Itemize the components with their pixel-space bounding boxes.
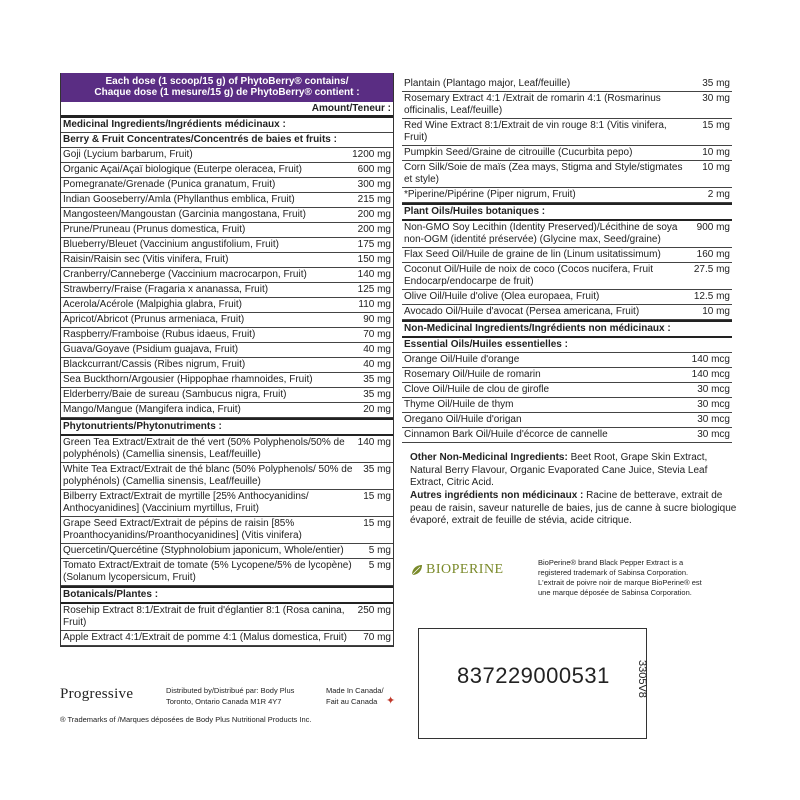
botanicals-heading: Botanicals/Plantes : [61, 586, 393, 604]
ingredient-amount: 70 mg [363, 632, 391, 643]
barcode-box [418, 628, 647, 739]
ingredient-name: Apricot/Abricot (Prunus armeniaca, Fruit) [63, 314, 245, 325]
other-ingredients-fr [410, 490, 740, 528]
ingredient-amount: 40 mg [363, 344, 391, 355]
ingredient-amount: 250 mg [357, 605, 391, 616]
dose-header-en: Each dose (1 scoop/15 g) of PhytoBerry® contains/ [105, 76, 349, 87]
ingredient-name: Bilberry Extract/Extrait de myrtille [25% Anthocyanidins/ Anthocyanidines] (Vaccinium myrtillus, Fruit) [63, 491, 309, 514]
ingredient-amount: 20 mg [363, 404, 391, 415]
ingredient-row [402, 77, 732, 92]
ingredient-amount: 35 mg [363, 464, 391, 475]
ingredient-row [402, 398, 732, 413]
maple-leaf-icon: ✦ [386, 695, 396, 707]
ingredient-row [61, 463, 393, 490]
ingredient-name: Red Wine Extract 8:1/Extrait de vin rouge 8:1 (Vitis vinifera, Fruit) [404, 120, 667, 143]
ingredient-row [61, 631, 393, 646]
bioperine-line4: une marque déposée de Sabinsa Corporation. [538, 588, 692, 597]
ingredient-name: Rosemary Oil/Huile de romarin [404, 369, 541, 380]
ingredient-name: Flax Seed Oil/Huile de graine de lin (Linum usitatissimum) [404, 249, 661, 260]
other-fr-label: Autres ingrédients non médicinaux : [410, 490, 584, 501]
ingredient-name: Corn Silk/Soie de maïs (Zea mays, Stigma and Style/stigmates et style) [404, 162, 683, 185]
ingredient-row [61, 373, 393, 388]
ingredient-name: Pumpkin Seed/Graine de citrouille (Cucurbita pepo) [404, 147, 633, 158]
ingredient-amount: 30 mg [702, 93, 730, 104]
ingredient-row [61, 343, 393, 358]
ingredient-name: Grape Seed Extract/Extrait de pépins de raisin [85% Proanthocyanidins/Proanthocyanidines] (Vitis vinifera) [63, 518, 302, 541]
ingredient-row [61, 208, 393, 223]
ingredient-amount: 15 mg [702, 120, 730, 131]
ingredient-amount: 125 mg [357, 284, 391, 295]
made-line1: Made In Canada/ [326, 686, 384, 695]
ingredient-name: Pomegranate/Grenade (Punica granatum, Fruit) [63, 179, 276, 190]
ingredient-amount: 140 mcg [691, 354, 730, 365]
ingredient-amount: 1200 mg [352, 149, 391, 160]
ingredient-amount: 35 mg [702, 78, 730, 89]
ingredient-name: White Tea Extract/Extrait de thé blanc (50% Polyphenols/ 50% de polyphénols) (Camellia sinensis, Leaf/feuille) [63, 464, 353, 487]
ingredient-amount: 140 mg [357, 269, 391, 280]
ingredient-name: Cinnamon Bark Oil/Huile d'écorce de cannelle [404, 429, 608, 440]
phyto-heading: Phytonutrients/Phytonutriments : [61, 418, 393, 436]
ingredient-row [402, 248, 732, 263]
ingredient-amount: 160 mg [696, 249, 730, 260]
ingredient-name: Rosemary Extract 4:1 /Extrait de romarin 4:1 (Rosmarinus officinalis, Leaf/feuille) [404, 93, 661, 116]
supplement-facts-right [402, 77, 732, 443]
ingredient-row [61, 223, 393, 238]
ingredient-amount: 10 mg [702, 162, 730, 173]
medicinal-heading: Medicinal Ingredients/Ingrédients médicinaux : [61, 118, 393, 133]
ingredient-amount: 30 mcg [697, 414, 730, 425]
ingredient-row [61, 163, 393, 178]
ingredient-name: Apple Extract 4:1/Extrait de pomme 4:1 (Malus domestica, Fruit) [63, 632, 347, 643]
ingredient-name: Raspberry/Framboise (Rubus idaeus, Fruit) [63, 329, 256, 340]
made-line2: Fait au Canada [326, 697, 378, 706]
dist-line2: Toronto, Ontario Canada M1R 4Y7 [166, 697, 282, 706]
ingredient-row [402, 383, 732, 398]
ingredient-row [402, 188, 732, 203]
ingredient-name: Coconut Oil/Huile de noix de coco (Cocos nucifera, Fruit Endocarp/endocarpe de fruit) [404, 264, 654, 287]
ingredient-name: Blueberry/Bleuet (Vaccinium angustifolium, Fruit) [63, 239, 280, 250]
ingredient-row [61, 544, 393, 559]
ingredient-name: Raisin/Raisin sec (Vitis vinifera, Fruit) [63, 254, 229, 265]
other-en-text: Beet Root, Grape Skin Extract, Natural Berry Flavour, Organic Evaporated Cane Juice, Stevia Leaf Extract, Citric Acid. [410, 452, 708, 488]
distributor-info [166, 685, 326, 707]
bioperine-line1: BioPerine® brand Black Pepper Extract is a [538, 558, 684, 567]
plant-oils-list [402, 221, 732, 320]
lot-code: 3305V8 [636, 660, 648, 698]
ingredient-row [402, 368, 732, 383]
dose-header-fr: Chaque dose (1 mesure/15 g) de PhytoBerry® contient : [94, 87, 360, 98]
berry-heading: Berry & Fruit Concentrates/Concentrés de baies et fruits : [61, 133, 393, 148]
ingredient-amount: 12.5 mg [693, 291, 730, 302]
essential-oils-list [402, 353, 732, 443]
ingredient-row [402, 428, 732, 443]
bioperine-wordmark: BIOPERINE [426, 562, 504, 577]
ingredient-row [402, 221, 732, 248]
ingredient-row [61, 328, 393, 343]
ingredient-amount: 150 mg [357, 254, 391, 265]
ingredient-row [61, 559, 393, 586]
ingredient-amount: 140 mcg [691, 369, 730, 380]
ingredient-amount: 215 mg [357, 194, 391, 205]
ingredient-name: Avocado Oil/Huile d'avocat (Persea americana, Fruit) [404, 306, 640, 317]
ingredient-amount: 5 mg [368, 560, 391, 571]
ingredient-name: Cranberry/Canneberge (Vaccinium macrocarpon, Fruit) [63, 269, 307, 280]
made-in-canada [326, 685, 386, 707]
ingredient-amount: 30 mcg [697, 429, 730, 440]
ingredient-name: Guava/Goyave (Psidium guajava, Fruit) [63, 344, 239, 355]
ingredient-amount: 40 mg [363, 359, 391, 370]
ingredient-row [402, 263, 732, 290]
ingredient-row [61, 298, 393, 313]
berry-list [61, 148, 393, 418]
ingredient-amount: 35 mg [363, 389, 391, 400]
ingredient-amount: 70 mg [363, 329, 391, 340]
ingredient-row [402, 290, 732, 305]
ingredient-name: Clove Oil/Huile de clou de girofle [404, 384, 550, 395]
ingredient-name: Organic Açai/Açaï biologique (Euterpe oleracea, Fruit) [63, 164, 303, 175]
botanicals-list-right [402, 77, 732, 203]
ingredient-name: Non-GMO Soy Lecithin (Identity Preserved)/Lécithine de soya non-OGM (identité préservée) (Glycine max, Seed/graine) [404, 222, 678, 245]
nonmed-heading: Non-Medicinal Ingredients/Ingrédients non médicinaux : [402, 320, 732, 338]
ingredient-amount: 10 mg [702, 306, 730, 317]
ingredient-row [402, 161, 732, 188]
ingredient-name: Plantain (Plantago major, Leaf/feuille) [404, 78, 571, 89]
ingredient-name: Green Tea Extract/Extrait de thé vert (50% Polyphenols/50% de polyphénols) (Camellia sinensis, Leaf/feuille) [63, 437, 345, 460]
ingredient-row [61, 178, 393, 193]
supplement-facts-left [60, 73, 394, 647]
ingredient-name: Quercetin/Quercétine (Styphnolobium japonicum, Whole/entier) [63, 545, 344, 556]
ingredient-name: Sea Buckthorn/Argousier (Hippophae rhamnoides, Fruit) [63, 374, 313, 385]
ingredient-row [61, 358, 393, 373]
ingredient-amount: 30 mcg [697, 384, 730, 395]
plant-oils-heading: Plant Oils/Huiles botaniques : [402, 203, 732, 221]
ingredient-row [61, 283, 393, 298]
ingredient-amount: 200 mg [357, 224, 391, 235]
ingredient-amount: 30 mcg [697, 399, 730, 410]
ingredient-row [61, 403, 393, 418]
ingredient-name: Goji (Lycium barbarum, Fruit) [63, 149, 193, 160]
ingredient-name: Mangosteen/Mangoustan (Garcinia mangostana, Fruit) [63, 209, 306, 220]
ingredient-amount: 300 mg [357, 179, 391, 190]
ingredient-amount: 110 mg [358, 299, 391, 310]
ingredient-name: Mango/Mangue (Mangifera indica, Fruit) [63, 404, 241, 415]
phyto-list [61, 436, 393, 586]
ingredient-amount: 900 mg [696, 222, 730, 233]
bioperine-line2: registered trademark of Sabinsa Corporation. [538, 568, 689, 577]
ingredient-row [61, 193, 393, 208]
ingredient-name: Thyme Oil/Huile de thym [404, 399, 514, 410]
essential-heading: Essential Oils/Huiles essentielles : [402, 338, 732, 353]
ingredient-name: Elderberry/Baie de sureau (Sambucus nigra, Fruit) [63, 389, 287, 400]
bioperine-notice [538, 558, 738, 598]
ingredient-name: Oregano Oil/Huile d'origan [404, 414, 522, 425]
dose-header [61, 73, 393, 102]
ingredient-name: Rosehip Extract 8:1/Extrait de fruit d'églantier 8:1 (Rosa canina, Fruit) [63, 605, 345, 628]
ingredient-row [61, 388, 393, 403]
ingredient-row [402, 353, 732, 368]
ingredient-amount: 2 mg [707, 189, 730, 200]
ingredient-amount: 27.5 mg [693, 264, 730, 275]
ingredient-name: Olive Oil/Huile d'olive (Olea europaea, Fruit) [404, 291, 600, 302]
ingredient-row [61, 148, 393, 163]
ingredient-row [61, 490, 393, 517]
ingredient-name: Indian Gooseberry/Amla (Phyllanthus emblica, Fruit) [63, 194, 295, 205]
ingredient-row [61, 436, 393, 463]
ingredient-name: Tomato Extract/Extrait de tomate (5% Lycopene/5% de lycopène) (Solanum lycopersicum, Fruit) [63, 560, 352, 583]
ingredient-amount: 5 mg [368, 545, 391, 556]
botanicals-list-left [61, 604, 393, 646]
ingredient-row [61, 517, 393, 544]
ingredient-row [402, 413, 732, 428]
leaf-icon [410, 563, 424, 577]
ingredient-name: Prune/Pruneau (Prunus domestica, Fruit) [63, 224, 246, 235]
barcode-number: 837229000531 [457, 663, 610, 688]
amount-label: Amount/Teneur : [61, 102, 393, 118]
ingredient-amount: 10 mg [702, 147, 730, 158]
other-en-label: Other Non-Medicinal Ingredients: [410, 452, 568, 463]
ingredient-row [61, 313, 393, 328]
ingredient-row [402, 146, 732, 161]
ingredient-row [61, 253, 393, 268]
bioperine-line3: L'extrait de poivre noir de marque BioPerine® est [538, 578, 702, 587]
ingredient-amount: 35 mg [363, 374, 391, 385]
ingredient-name: Orange Oil/Huile d'orange [404, 354, 520, 365]
ingredient-row [402, 119, 732, 146]
ingredient-amount: 600 mg [357, 164, 391, 175]
ingredient-name: Strawberry/Fraise (Fragaria x ananassa, Fruit) [63, 284, 269, 295]
trademark-notice: ® Trademarks of /Marques déposées de Body Plus Nutritional Products Inc. [60, 715, 312, 724]
ingredient-amount: 140 mg [357, 437, 391, 448]
ingredient-amount: 90 mg [363, 314, 391, 325]
progressive-logo: Progressive [60, 686, 134, 702]
ingredient-name: *Piperine/Pipérine (Piper nigrum, Fruit) [404, 189, 576, 200]
ingredient-amount: 15 mg [363, 518, 391, 529]
ingredient-amount: 200 mg [357, 209, 391, 220]
ingredient-name: Blackcurrant/Cassis (Ribes nigrum, Fruit) [63, 359, 246, 370]
ingredient-row [61, 268, 393, 283]
ingredient-amount: 15 mg [363, 491, 391, 502]
ingredient-row [402, 92, 732, 119]
other-ingredients-en [410, 452, 740, 490]
other-fr-text: Racine de betterave, extrait de peau de raisin, saveur naturelle de baies, jus de canne à sucre biologique évaporé, extrait de feuille de stévia, acide citrique. [410, 490, 737, 526]
ingredient-row [402, 305, 732, 320]
bioperine-logo [410, 562, 528, 578]
ingredient-amount: 175 mg [357, 239, 391, 250]
ingredient-name: Acerola/Acérole (Malpighia glabra, Fruit) [63, 299, 242, 310]
ingredient-row [61, 238, 393, 253]
dist-line1: Distributed by/Distribué par: Body Plus [166, 686, 295, 695]
ingredient-row [61, 604, 393, 631]
